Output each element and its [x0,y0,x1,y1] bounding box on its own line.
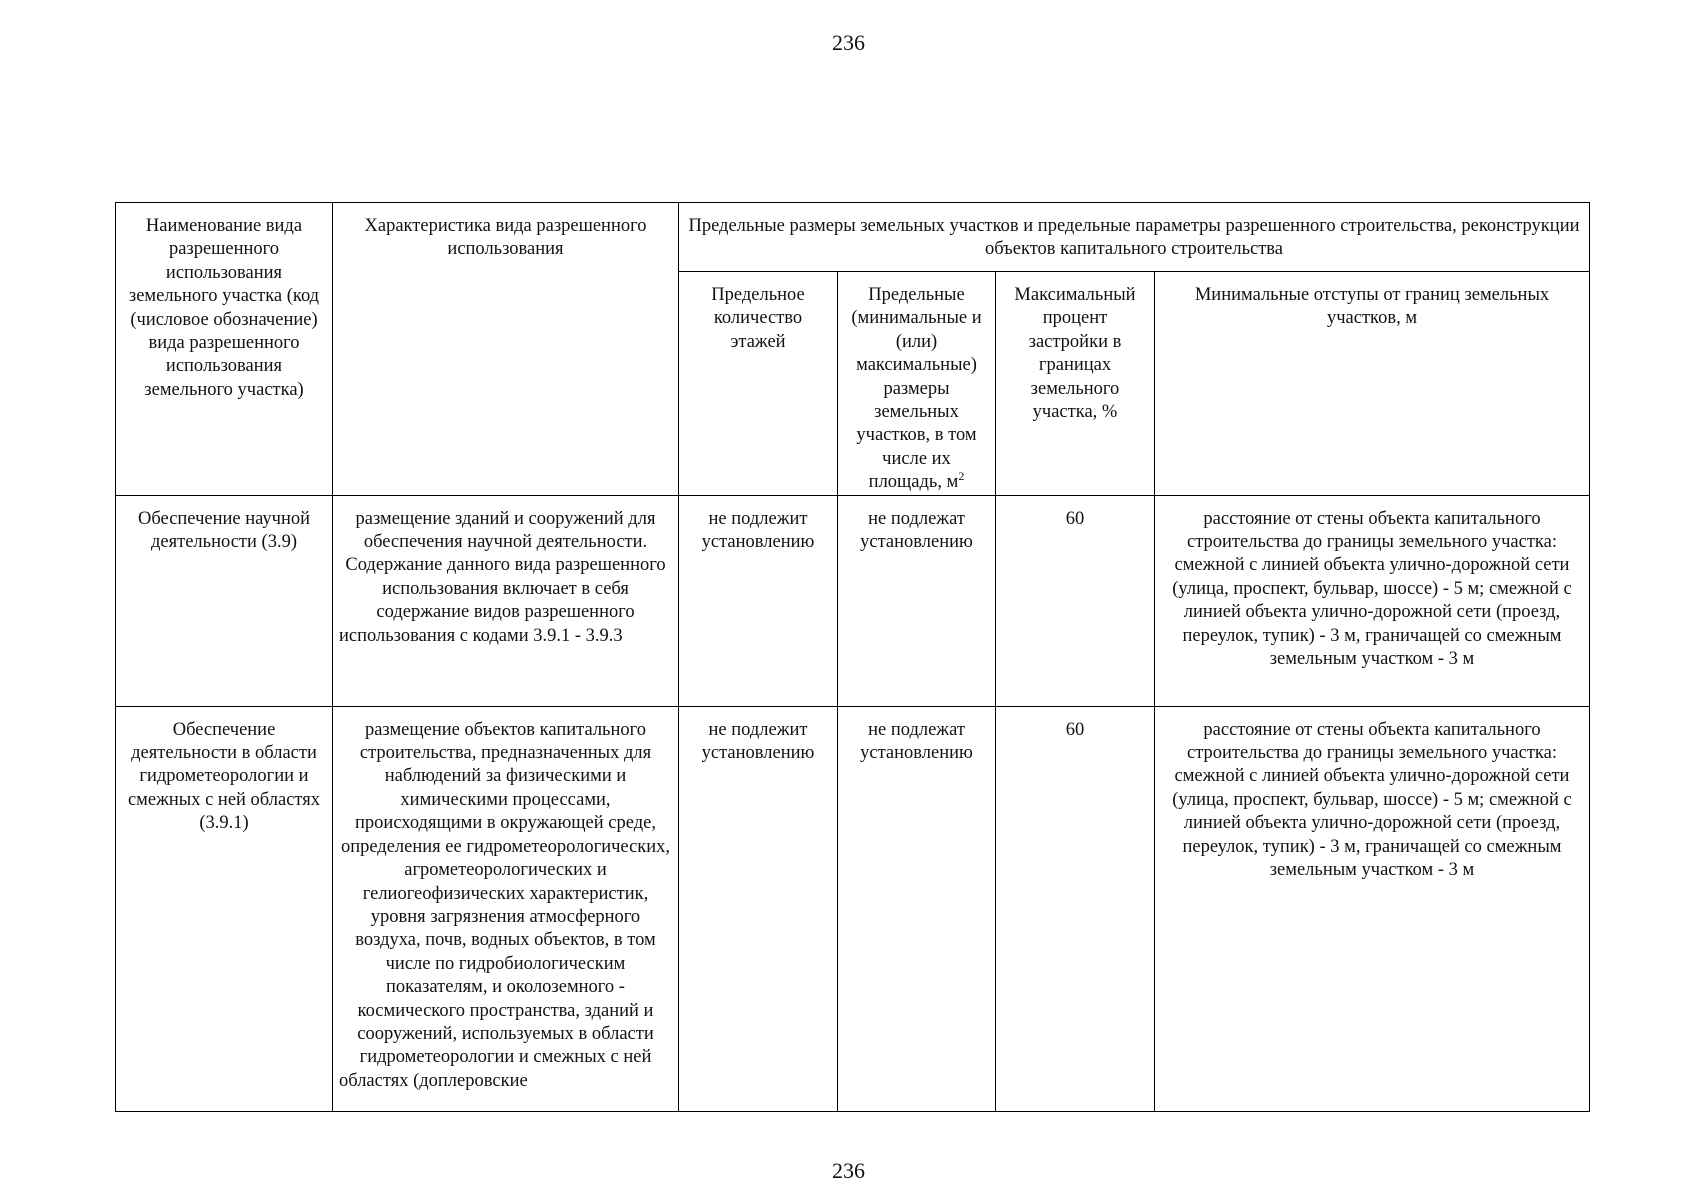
cell-max-percent: 60 [996,706,1155,1111]
page-number-top: 236 [832,30,865,55]
header-limits-group [679,203,1590,272]
cell-floors: не подлежит установлению [679,706,838,1111]
header-plot-sizes-sup: 2 [958,469,965,484]
page-number-bottom: 236 [832,1158,865,1183]
header-max-percent [996,272,1155,496]
cell-description: размещение объектов капитального строительства, предназначенных для наблюдений за физическими и химическими процессами, происходящими в окружающей среде, определения ее гидрометеорологических, агрометеорологических и гелиогеофизических характеристик, уровня загрязнения атмосферного воздуха, почв, водных объектов, в том числе по гидробиологическим показателям, и околоземного - космического пространства, зданий и сооружений, используемых в области гидрометеорологии и смежных с ней областях (доплеровские [333,706,679,1111]
cell-max-percent: 60 [996,495,1155,706]
cell-setbacks: расстояние от стены объекта капитального строительства до границы земельного участка: смежной с линией объекта улично-дорожной сети (улица, проспект, бульвар, шоссе) - 5 м; смежной с линией объекта улично-дорожной сети (проезд, переулок, тупик) - 3 м, граничащей со смежным земельным участком - 3 м [1155,706,1590,1111]
header-plot-sizes-text: Предельные (минимальные и (или) максимальные) размеры земельных участков, в том числе их площадь, м [851,285,982,493]
table-header-row [116,203,1590,272]
header-max-percent-text: Максимальный процент застройки в границах земельного участка, % [1014,285,1136,423]
header-floors [679,272,838,496]
cell-floors: не подлежит установлению [679,495,838,706]
cell-plot-sizes: не подлежат установлению [838,706,996,1111]
header-setbacks-text: Минимальные отступы от границ земельных участков, м [1194,285,1550,329]
header-setbacks [1155,272,1590,496]
header-use-name-text: Наименование вида разрешенного использования земельного участка (код (числовое обозначение) вида разрешенного использования земельного участка) [128,216,320,400]
header-use-name [116,203,333,496]
header-use-description [333,203,679,496]
cell-description: размещение зданий и сооружений для обеспечения научной деятельности. Содержание данного вида разрешенного использования включает в себя содержание видов разрешенного использования с кодами 3.9.1 - 3.9.3 [333,495,679,706]
header-plot-sizes [838,272,996,496]
header-limits-group-text: Предельные размеры земельных участков и предельные параметры разрешенного строительства, реконструкции объектов капитального строительства [688,216,1580,260]
table-row [116,495,1590,706]
header-use-description-text: Характеристика вида разрешенного использования [364,216,647,260]
table-row [116,706,1590,1111]
header-floors-text: Предельное количество этажей [711,285,805,352]
cell-use-name: Обеспечение научной деятельности (3.9) [116,495,333,706]
cell-plot-sizes: не подлежат установлению [838,495,996,706]
cell-setbacks: расстояние от стены объекта капитального строительства до границы земельного участка: смежной с линией объекта улично-дорожной сети (улица, проспект, бульвар, шоссе) - 5 м; смежной с линией объекта улично-дорожной сети (проезд, переулок, тупик) - 3 м, граничащей со смежным земельным участком - 3 м [1155,495,1590,706]
cell-use-name: Обеспечение деятельности в области гидрометеорологии и смежных с ней областях (3.9.1) [116,706,333,1111]
land-use-table [115,202,1590,1112]
